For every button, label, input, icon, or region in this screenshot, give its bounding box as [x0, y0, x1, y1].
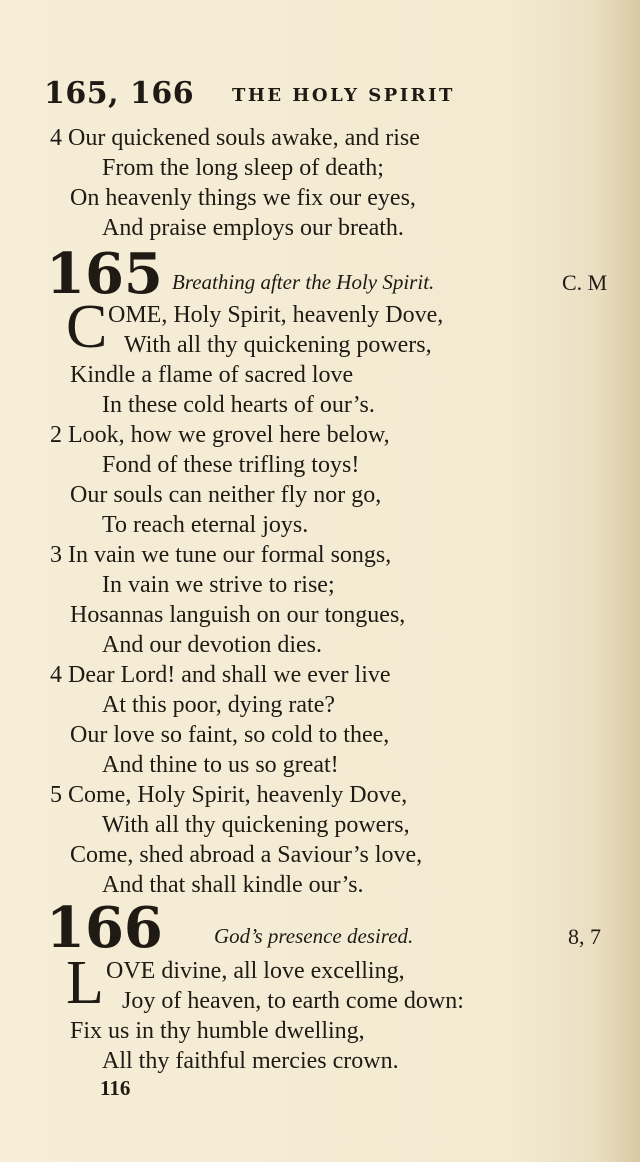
- page-number: 116: [100, 1076, 131, 1100]
- hymn-165-line: Fond of these trifling toys!: [102, 452, 360, 478]
- hymn-number-165: 165: [46, 241, 163, 307]
- hymn-number-166: 166: [46, 895, 163, 961]
- prev-stanza-line: On heavenly things we fix our eyes,: [70, 185, 416, 211]
- hymn-166-line: All thy faithful mercies crown.: [102, 1048, 399, 1074]
- running-header: [44, 72, 604, 112]
- hymn-165-line: In these cold hearts of our’s.: [102, 392, 375, 418]
- hymn-165-line: In vain we strive to rise;: [102, 572, 335, 598]
- hymn-166-subtitle: God’s presence desired.: [214, 924, 414, 948]
- header-hymn-numbers: 165, 166: [44, 76, 195, 111]
- hymn-165-line: With all thy quickening powers,: [124, 332, 432, 358]
- hymn-165-subtitle: Breathing after the Holy Spirit.: [172, 270, 435, 294]
- hymn-165-line: At this poor, dying rate?: [102, 692, 335, 718]
- hymn-166-meter: 8, 7: [568, 924, 601, 949]
- hymn-165-line: To reach eternal joys.: [102, 512, 309, 538]
- hymn-166-line: Fix us in thy humble dwelling,: [70, 1018, 365, 1044]
- hymn-165-line: With all thy quickening powers,: [102, 812, 410, 838]
- hymn-166-dropcap: L: [66, 949, 104, 1017]
- header-section-title: THE HOLY SPIRIT: [232, 85, 455, 106]
- hymn-165-line: Come, shed abroad a Saviour’s love,: [70, 842, 423, 868]
- hymn-165-line: OME, Holy Spirit, heavenly Dove,: [108, 302, 444, 328]
- prev-stanza-line: From the long sleep of death;: [102, 155, 384, 181]
- hymn-165-line: Hosannas languish on our tongues,: [70, 602, 406, 628]
- hymn-165-dropcap: C: [66, 293, 108, 361]
- hymn-165-line: 4 Dear Lord! and shall we ever live: [50, 662, 391, 688]
- hymn-165-line: And that shall kindle our’s.: [102, 872, 364, 898]
- prev-stanza-line: And praise employs our breath.: [102, 215, 404, 241]
- hymn-165-line: 5 Come, Holy Spirit, heavenly Dove,: [50, 782, 408, 808]
- hymn-165-line: Kindle a flame of sacred love: [70, 362, 354, 388]
- hymn-165-line: And our devotion dies.: [102, 632, 322, 658]
- hymn-165-line: 2 Look, how we grovel here below,: [50, 422, 390, 448]
- prev-stanza-line: 4 Our quickened souls awake, and rise: [50, 125, 420, 151]
- hymn-165-line: 3 In vain we tune our formal songs,: [50, 542, 392, 568]
- hymn-165-line: Our love so faint, so cold to thee,: [70, 722, 390, 748]
- hymn-166-line: OVE divine, all love excelling,: [106, 958, 405, 984]
- hymn-166-line: Joy of heaven, to earth come down:: [122, 988, 464, 1014]
- hymn-165-line: Our souls can neither fly nor go,: [70, 482, 382, 508]
- hymn-165-line: And thine to us so great!: [102, 752, 339, 778]
- hymn-165-meter: C. M: [562, 270, 608, 295]
